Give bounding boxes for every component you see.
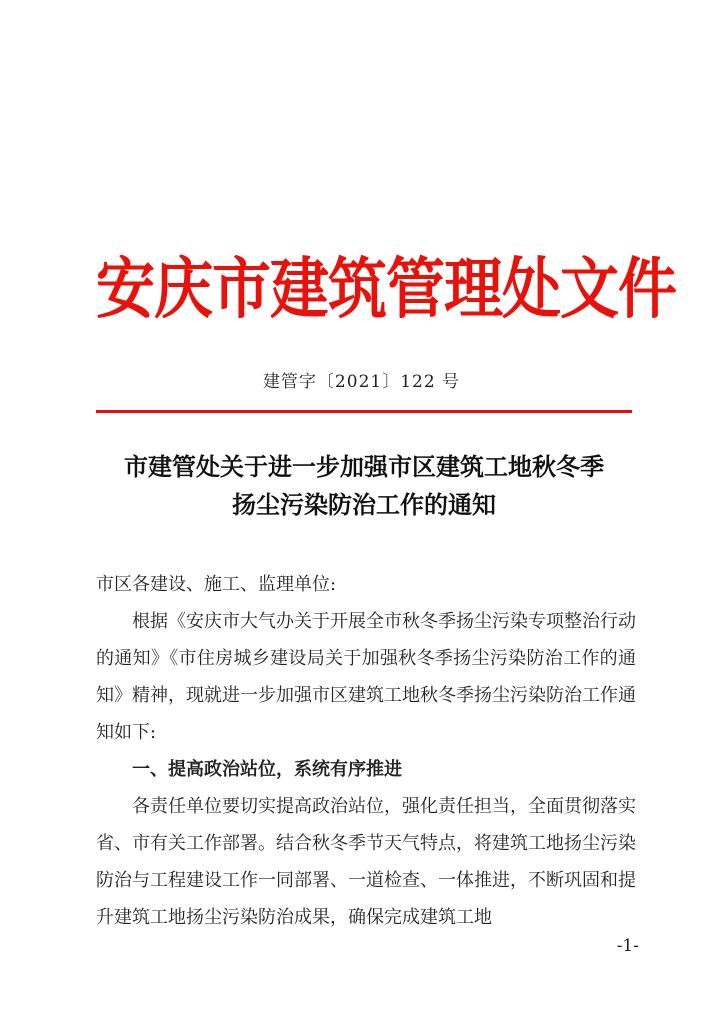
notice-title-line-1: 市建管处关于进一步加强市区建筑工地秋冬季 — [124, 452, 604, 481]
notice-title-line-2: 扬尘污染防治工作的通知 — [232, 490, 496, 519]
page-number: -1- — [616, 936, 639, 956]
section-1-heading: 一、提高政治站位，系统有序推进 — [132, 759, 402, 780]
intro-paragraph: 根据《安庆市大气办关于开展全市秋冬季扬尘污染专项整治行动的通知》《市住房城乡建设局关于加强秋冬季扬尘污染防治工作的通知》精神，现就进一步加强市区建筑工地秋冬季扬尘污染防治工作通知如下: — [96, 611, 636, 743]
masthead-title: 安庆市建筑管理处文件 — [96, 249, 677, 328]
document-body — [96, 566, 636, 936]
section-1-paragraph: 各责任单位要切实提高政治站位，强化责任担当，全面贯彻落实省、市有关工作部署。结合秋冬季节天气特点，将建筑工地扬尘污染防治与工程建设工作一同部署、一道检查、一体推进，不断巩固和提升建筑工地扬尘污染防治成果，确保完成建筑工地 — [96, 796, 636, 928]
document-number: 建管字〔2021〕122 号 — [262, 372, 461, 392]
notice-title — [96, 448, 632, 524]
red-divider-line — [96, 410, 632, 413]
salutation: 市区各建设、施工、监理单位: — [96, 574, 337, 595]
